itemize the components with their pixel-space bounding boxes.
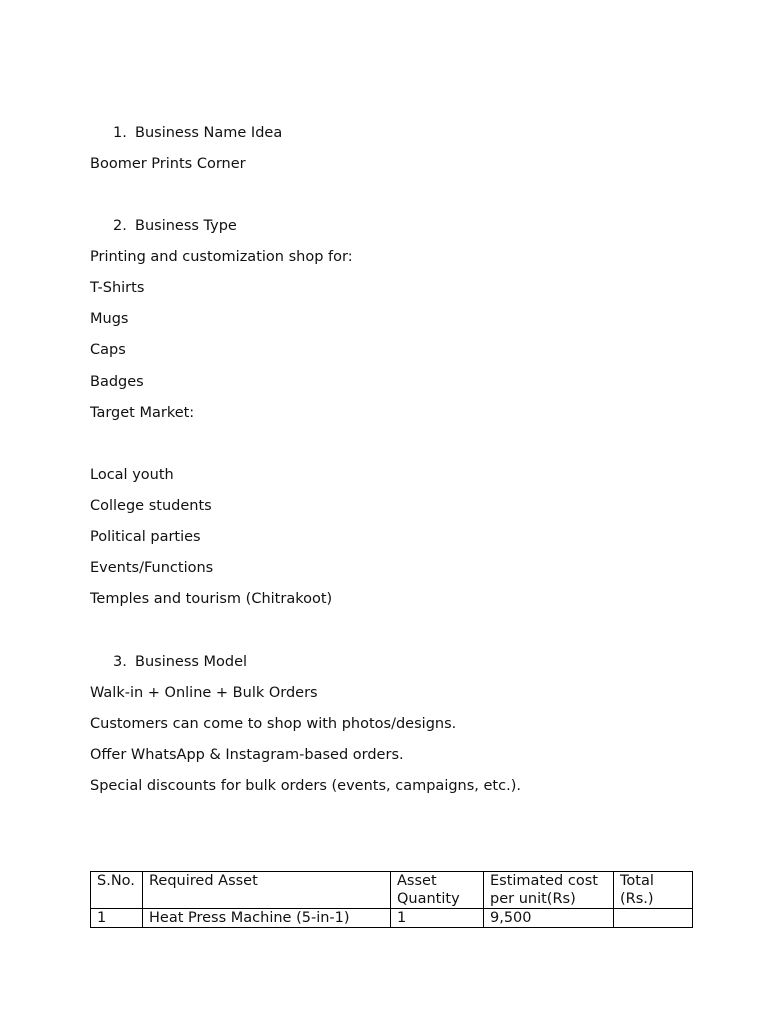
target-market-label: Target Market: bbox=[90, 405, 195, 421]
cell-total bbox=[614, 909, 693, 928]
business-model-item: Walk-in + Online + Bulk Orders bbox=[90, 685, 318, 701]
product-item: T-Shirts bbox=[90, 280, 145, 296]
business-model-item: Offer WhatsApp & Instagram-based orders. bbox=[90, 747, 404, 763]
business-model-item: Special discounts for bulk orders (events, campaigns, etc.). bbox=[90, 778, 521, 794]
business-model-item: Customers can come to shop with photos/designs. bbox=[90, 716, 457, 732]
section-3-heading bbox=[113, 653, 247, 671]
product-item: Badges bbox=[90, 374, 144, 390]
asset-table bbox=[90, 871, 693, 928]
section-2-title: Business Type bbox=[135, 218, 237, 234]
target-market-item: Temples and tourism (Chitrakoot) bbox=[90, 591, 333, 607]
target-market-item: Political parties bbox=[90, 529, 201, 545]
section-1-number: 1. bbox=[113, 125, 127, 141]
cell-sno: 1 bbox=[91, 909, 143, 928]
target-market-item: Events/Functions bbox=[90, 560, 214, 576]
section-1-title: Business Name Idea bbox=[135, 125, 283, 141]
header-required-asset: Required Asset bbox=[143, 872, 391, 909]
section-2-heading bbox=[113, 217, 237, 235]
section-3-number: 3. bbox=[113, 654, 127, 670]
target-market-item: Local youth bbox=[90, 467, 174, 483]
table-header-row bbox=[91, 872, 693, 909]
table-row bbox=[91, 909, 693, 928]
cell-quantity: 1 bbox=[391, 909, 484, 928]
business-type-intro: Printing and customization shop for: bbox=[90, 249, 353, 265]
target-market-item: College students bbox=[90, 498, 212, 514]
section-3-title: Business Model bbox=[135, 654, 248, 670]
section-1-heading bbox=[113, 124, 282, 142]
cell-cost: 9,500 bbox=[484, 909, 614, 928]
cell-asset: Heat Press Machine (5-in-1) bbox=[143, 909, 391, 928]
header-sno: S.No. bbox=[91, 872, 143, 909]
product-item: Mugs bbox=[90, 311, 129, 327]
product-item: Caps bbox=[90, 342, 126, 358]
business-name-text: Boomer Prints Corner bbox=[90, 156, 246, 172]
header-total: Total (Rs.) bbox=[614, 872, 693, 909]
section-2-number: 2. bbox=[113, 218, 127, 234]
header-estimated-cost: Estimated cost per unit(Rs) bbox=[484, 872, 614, 909]
header-asset-quantity: Asset Quantity bbox=[391, 872, 484, 909]
